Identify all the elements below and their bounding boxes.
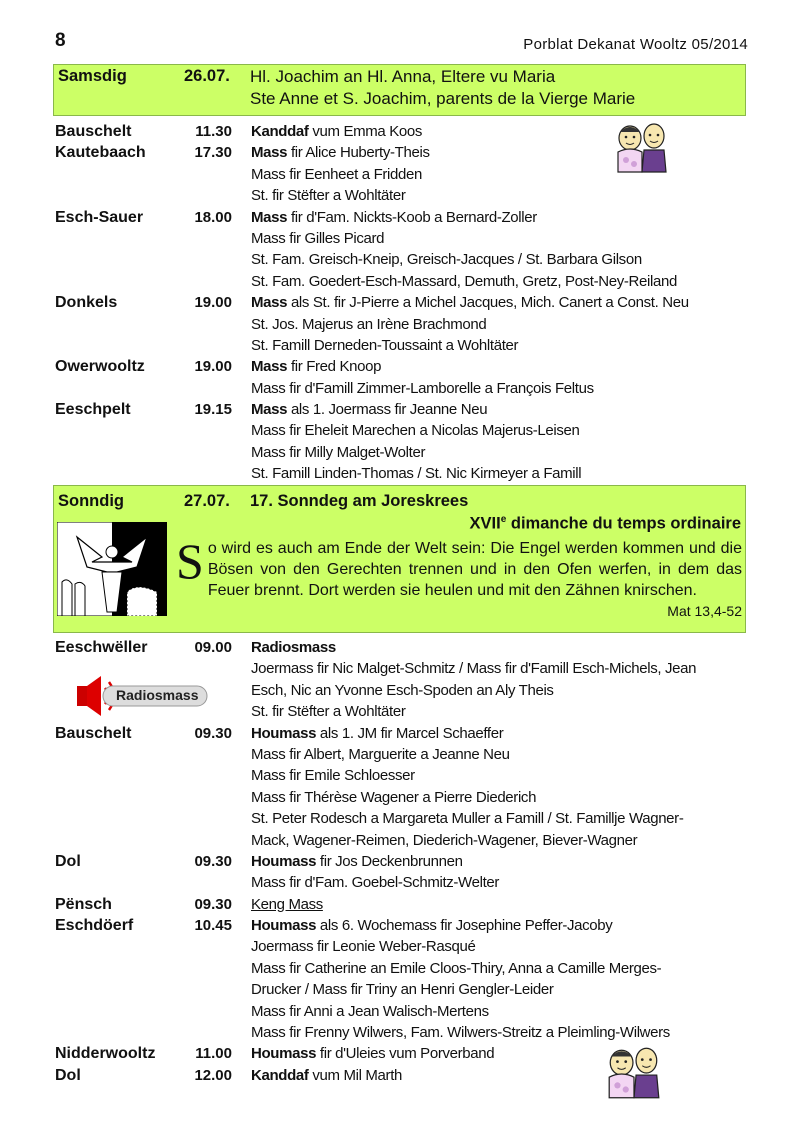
mass-time: 09.00 [194,639,232,656]
intention-text [251,335,518,356]
schedule-row [55,228,755,249]
intention-detail: St. Famill Derneden-Toussaint a Wohltäter [251,336,519,354]
schedule-row [55,894,755,915]
schedule-row [55,723,755,744]
place-name: Dol [55,1066,81,1084]
schedule-row [55,271,755,292]
place-name: Bauschelt [55,123,132,140]
intention-detail: St. Fam. Greisch-Kneip, Greisch-Jacques / St. Barbara Gilson [251,251,642,269]
mass-time: 12.00 [194,1066,232,1084]
place-name: Dol [55,852,81,870]
mass-time: 09.30 [194,852,232,870]
intention-text [251,399,487,420]
intention-detail: Mack, Wagener-Reimen, Diederich-Wagener, Biever-Wagner [251,831,638,849]
intention-detail: Mass fir Frenny Wilwers, Fam. Wilwers-Streitz a Pleimling-Wilwers [251,1024,670,1042]
place-name: Bauschelt [55,724,132,742]
intention-detail: als 6. Wochemass fir Josephine Peffer-Jacoby [316,917,613,935]
day-label: Samsdig [58,67,127,85]
intention-detail: als St. fir J-Pierre a Michel Jacques, Mich. Canert a Const. Neu [287,294,689,312]
intention-text [251,1065,402,1086]
mass-time: 19.15 [194,401,232,419]
place-name: Eeschpelt [55,401,131,419]
sunday-title-fr: XVIIe dimanche du temps ordinaire [469,514,741,533]
schedule-row [55,121,755,142]
place-name: Eschdöerf [55,917,134,935]
intention-text [251,463,581,484]
sunday-header [53,485,746,633]
service-type: Mass [251,358,288,376]
intention-detail: Mass fir Emile Schloesser [251,767,415,785]
service-type: Kanddaf [251,123,309,140]
intention-detail: St. Peter Rodesch a Margareta Muller a Famill / St. Famillje Wagner- [251,810,684,828]
intention-detail: Esch, Nic an Yvonne Esch-Spoden an Aly Theis [251,681,554,699]
schedule-row [55,335,755,356]
intention-detail: Drucker / Mass fir Triny an Henri Gengler-Leider [251,981,554,999]
gospel-reference: Mat 13,4-52 [667,603,742,619]
intention-text [251,872,499,893]
intention-text [251,958,661,979]
schedule-row [55,872,755,893]
schedule-row [55,915,755,936]
mass-time: 17.30 [194,144,232,162]
schedule-row [55,936,755,957]
schedule-row [55,658,755,679]
schedule-row [55,292,755,313]
intention-detail: fir Fred Knoop [287,358,382,376]
intention-text [251,701,406,722]
intention-text [251,787,536,808]
intention-text [251,1043,494,1064]
couple-illustration [603,1046,665,1100]
angel-illustration [57,522,167,616]
place-name: Owerwooltz [55,358,145,376]
service-type: Mass [251,208,288,226]
service-type: Mass [251,401,288,419]
schedule-row [55,314,755,335]
schedule-row [55,185,755,206]
intention-detail: St. fir Stëfter a Wohltäter [251,187,406,205]
place-name: Esch-Sauer [55,208,144,226]
intention-text [251,121,422,142]
schedule-row [55,787,755,808]
date-label: 27.07. [184,492,230,510]
schedule-row [55,399,755,420]
intention-text [251,207,537,228]
schedule-row [55,378,755,399]
publication-title: Porblat Dekanat Wooltz 05/2014 [523,36,748,53]
intention-text [251,723,503,744]
schedule-row [55,356,755,377]
intention-text [251,271,677,292]
intention-text [251,830,637,851]
intention-detail: Mass fir Eheleit Marechen a Nicolas Majerus-Leisen [251,422,580,440]
intention-detail: Mass fir Eenheet a Fridden [251,165,422,183]
schedule-row [55,744,755,765]
mass-time: 19.00 [194,294,232,312]
intention-detail: St. Jos. Majerus an Irène Brachmond [251,315,487,333]
intention-text [251,894,323,915]
schedule-row [55,142,755,163]
feast-title: Hl. Joachim an Hl. Anna, Eltere vu Maria [250,67,556,86]
schedule-row [55,164,755,185]
saturday-header [53,64,746,116]
schedule-row [55,701,755,722]
intention-text [251,979,553,1000]
intention-detail: fir Jos Deckenbrunnen [316,852,463,870]
place-name: Eeschwëller [55,639,148,656]
intention-text [251,851,463,872]
schedule-row [55,958,755,979]
intention-detail: Mass fir Catherine an Emile Cloos-Thiry, Anna a Camille Merges- [251,959,662,977]
intention-detail: Mass fir Milly Malget-Wolter [251,443,426,461]
mass-time: 09.30 [194,724,232,742]
intention-text [251,637,336,658]
intention-detail: St. fir Stëfter a Wohltäter [251,703,406,721]
intention-text [251,442,425,463]
intention-detail: St. Famill Linden-Thomas / St. Nic Kirmeyer a Famill [251,465,582,483]
service-type: Houmass [251,917,317,935]
intention-text [251,936,475,957]
drop-cap: S [176,533,204,589]
intention-detail: Mass fir d'Famill Zimmer-Lamborelle a François Feltus [251,379,594,397]
mass-time: 11.30 [195,123,232,140]
mass-time: 10.45 [194,917,232,935]
intention-text [251,915,612,936]
intention-text [251,1022,670,1043]
schedule-row [55,979,755,1000]
intention-text [251,356,381,377]
schedule-row [55,637,755,658]
schedule-row [55,207,755,228]
schedule-row [55,830,755,851]
intention-detail: fir d'Uleies vum Porverband [316,1045,495,1063]
intention-detail: Mass fir Albert, Marguerite a Jeanne Neu [251,745,510,763]
schedule-row [55,463,755,484]
schedule-row [55,765,755,786]
place-name: Nidderwooltz [55,1045,156,1063]
intention-detail: fir d'Fam. Nickts-Koob a Bernard-Zoller [287,208,537,226]
mass-time: 09.30 [194,895,232,913]
intention-detail: vum Emma Koos [308,123,423,140]
intention-detail: Mass fir Gilles Picard [251,229,385,247]
mass-time: 19.00 [194,358,232,376]
intention-text [251,744,510,765]
intention-text [251,1001,489,1022]
schedule-row [55,680,755,701]
intention-detail: Joermass fir Nic Malget-Schmitz / Mass fir d'Famill Esch-Michels, Jean [251,660,697,678]
intention-detail: als 1. Joermass fir Jeanne Neu [287,401,488,419]
service-type: Mass [251,294,288,312]
schedule-row [55,249,755,270]
intention-detail: vum Mil Marth [308,1066,403,1084]
feast-title-fr: Ste Anne et S. Joachim, parents de la Vierge Marie [250,89,636,108]
mass-time: 11.00 [195,1045,232,1063]
intention-text [251,164,422,185]
service-type: Radiosmass [251,639,336,656]
service-type: Houmass [251,852,317,870]
intention-text [251,228,384,249]
intention-text [251,680,554,701]
intention-text [251,808,683,829]
intention-text [251,185,406,206]
radio-label: Radiosmass [116,687,199,703]
service-type: Houmass [251,1045,317,1063]
sunday-title: 17. Sonndeg am Joreskrees [250,492,469,510]
intention-text [251,314,486,335]
no-mass-note: Keng Mass [251,895,323,913]
intention-text [251,420,579,441]
intention-text [251,142,430,163]
intention-detail: Mass fir Anni a Jean Walisch-Mertens [251,1002,489,1020]
day-label: Sonndig [58,492,124,510]
intention-text [251,378,594,399]
place-name: Kautebaach [55,144,146,162]
intention-detail: fir Alice Huberty-Theis [287,144,430,162]
place-name: Pënsch [55,895,112,913]
service-type: Kanddaf [251,1066,309,1084]
service-type: Mass [251,144,288,162]
place-name: Donkels [55,294,118,312]
intention-text [251,765,415,786]
sunday-schedule [55,637,755,1086]
schedule-row [55,420,755,441]
mass-time: 18.00 [194,208,232,226]
service-type: Houmass [251,724,317,742]
saturday-schedule [55,121,755,485]
gospel-quote: So wird es auch am Ende der Welt sein: Die Engel werden kommen und die Bösen von den Gerechten trennen und in den Ofen werfen, in dem das Feuer brennt. Dort werden sie heulen und mit den Zähnen knirschen. Mat 13,4-52 [176,538,742,622]
intention-text [251,292,689,313]
intention-detail: Joermass fir Leonie Weber-Rasqué [251,938,476,956]
schedule-row [55,851,755,872]
intention-detail: Mass fir d'Fam. Goebel-Schmitz-Welter [251,874,500,892]
intention-detail: als 1. JM fir Marcel Schaeffer [316,724,504,742]
intention-detail: St. Fam. Goedert-Esch-Massard, Demuth, Gretz, Post-Ney-Reiland [251,272,677,290]
schedule-row [55,1001,755,1022]
schedule-row [55,808,755,829]
intention-text [251,658,696,679]
schedule-row [55,442,755,463]
intention-text [251,249,642,270]
date-label: 26.07. [184,67,230,85]
intention-detail: Mass fir Thérèse Wagener a Pierre Diederich [251,788,537,806]
page-number: 8 [55,30,66,51]
schedule-row [55,1022,755,1043]
